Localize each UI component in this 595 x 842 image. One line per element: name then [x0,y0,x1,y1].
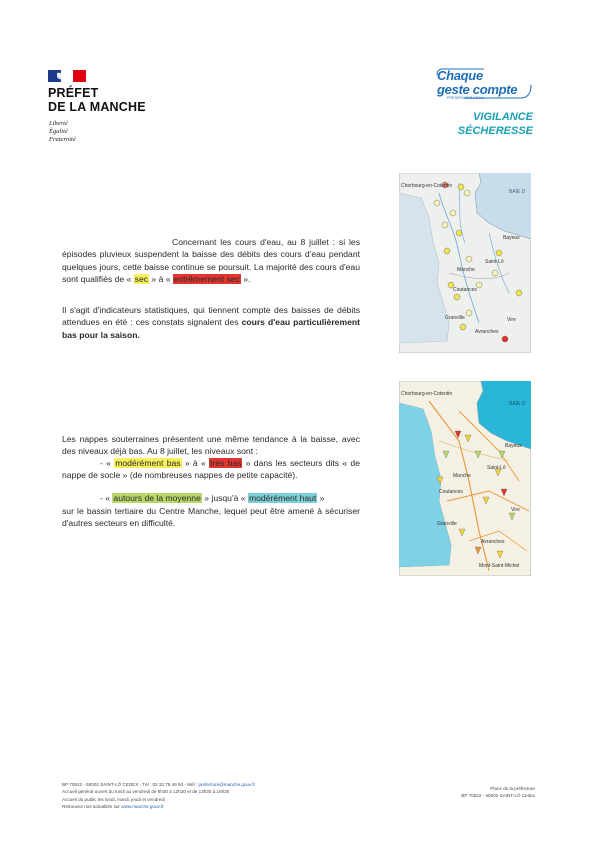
map2-label-avranches: Avranches [481,539,505,545]
map2-label-vire: Vire [511,507,520,513]
rivers-text-a: Concernant les cours d'eau, au 8 juillet : si les épisodes pluvieux suspendent la baisse des débits des cours d'eau pendant quelques jours, cette baisse continue se poursuit. La majorité des cours d'eau sont qualifiés de « [62,237,360,285]
map1-label-bayeux: Bayeux [503,235,520,241]
map1-label-manche: Manche [457,267,475,273]
footer-contact [62,781,255,811]
motto-liberte: Liberté [49,120,68,127]
org-line-2: DE LA MANCHE [48,100,146,114]
campaign-logo-line-2: geste compte [437,82,518,97]
item1-text-b: » à « [181,458,210,468]
campaign-logo-tagline: PRÉSERVONS L'EAU [447,96,484,100]
groundwater-map [399,381,531,576]
map1-label-avranches: Avranches [475,329,499,335]
highlight-extremement-sec: extrêmement sec [173,274,240,285]
map2-label-baie: BAIE D [509,401,526,407]
highlight-moderement-bas: modérément bas [115,458,181,468]
map2-label-mont-saint-michel: Mont-Saint-Michel [479,563,520,569]
item1-text-a: - « [100,458,115,468]
map2-label-saint-lo: Saint-Lô [487,465,506,471]
highlight-sec: sec [134,274,149,285]
republic-motto [49,120,76,144]
map1-label-vire: Vire [507,317,516,323]
vigilance-line-2: SÉCHERESSE [457,125,533,137]
indicators-bold-text: cours d'eau particulièrement bas pour la saison. [62,317,360,340]
footer-line-2: Accueil général ouvert du lundi au vendredi de 8h30 à 12h30 et de 13h30 à 16h30 [62,789,230,795]
groundwater-paragraph-2: sur le bassin tertiaire du Centre Manche, lequel peut être amené à sécuriser d'autres secteurs en difficulté. [62,506,360,529]
map1-label-saint-lo: Saint-Lô [485,259,504,265]
motto-egalite: Égalité [49,128,68,135]
org-line-1: PRÉFET [48,86,99,100]
highlight-moderement-haut: modérément haut [248,493,317,503]
footer-address: BP 70522 - 50002 SAINT-LÔ CEDEX - Tél : 02 33 75 49 50 - Mél : [62,782,199,787]
campaign-logo-line-1: Chaque [437,68,483,83]
footer-line-1 [62,781,255,788]
groundwater-paragraph: Les nappes souterraines présentent une même tendance à la baisse, avec des niveaux déjà bas. Au 8 juillet, les niveaux sont : [62,434,360,457]
footer-site-text: Retrouvez nos actualités sur [62,804,122,810]
map2-label-granville: Granville [437,521,457,527]
item2-text-c: » [317,493,325,503]
vigilance-line-1: VIGILANCE [473,111,533,123]
map1-label-cherbourg: Cherbourg-en-Cotentin [401,183,453,189]
org-name [48,86,146,114]
rivers-text-c: ». [240,274,251,285]
footer-email-link[interactable]: prefecture@manche.gouv.fr [198,782,256,787]
item2-text-a: - « [100,493,113,503]
rivers-text-b: » à « [149,274,173,285]
vigilance-title [458,110,533,138]
highlight-autours-moyenne: autours de la moyenne [113,493,201,503]
map1-label-granville: Granville [445,315,465,321]
map2-label-coutances: Coutances [439,489,463,495]
motto-fraternite: Fraternité [49,136,76,143]
footer-postal-address [461,785,535,800]
map1-label-baie: BAIE D [509,189,526,195]
rivers-paragraph [62,236,360,286]
map2-label-cherbourg: Cherbourg-en-Cotentin [401,391,453,397]
item2-text-b: » jusqu'à « [201,493,248,503]
item1-text-c: » dans les secteurs dits « de nappe de socle » (de nombreuses nappes de petite capacité). [62,458,360,481]
footer-line-4 [62,803,255,810]
rivers-map [399,173,531,353]
indicators-text: Il s'agit d'indicateurs statistiques, qui tiennent compte des baisses de débits attendues en été : ces constats signalent des [62,305,360,328]
indicators-paragraph [62,304,360,341]
groundwater-item-1 [62,457,360,482]
highlight-tres-bas: très bas [210,458,242,468]
map1-label-coutances: Coutances [453,287,477,293]
republic-flag-icon [48,70,86,82]
footer-line-3: Accueil du public les lundi, mardi, jeudi et vendredi [62,796,165,802]
footer-right-line-1: Place de la préfecture [490,786,535,791]
map2-label-manche: Manche [453,473,471,479]
footer-right-line-2: BP 70522 - 50002 SAINT-LÔ Cedex [461,793,535,799]
map2-label-bayeux: Bayeux [505,443,522,449]
footer-website-link[interactable]: www.manche.gouv.fr [121,804,164,810]
groundwater-item-2 [62,492,360,504]
